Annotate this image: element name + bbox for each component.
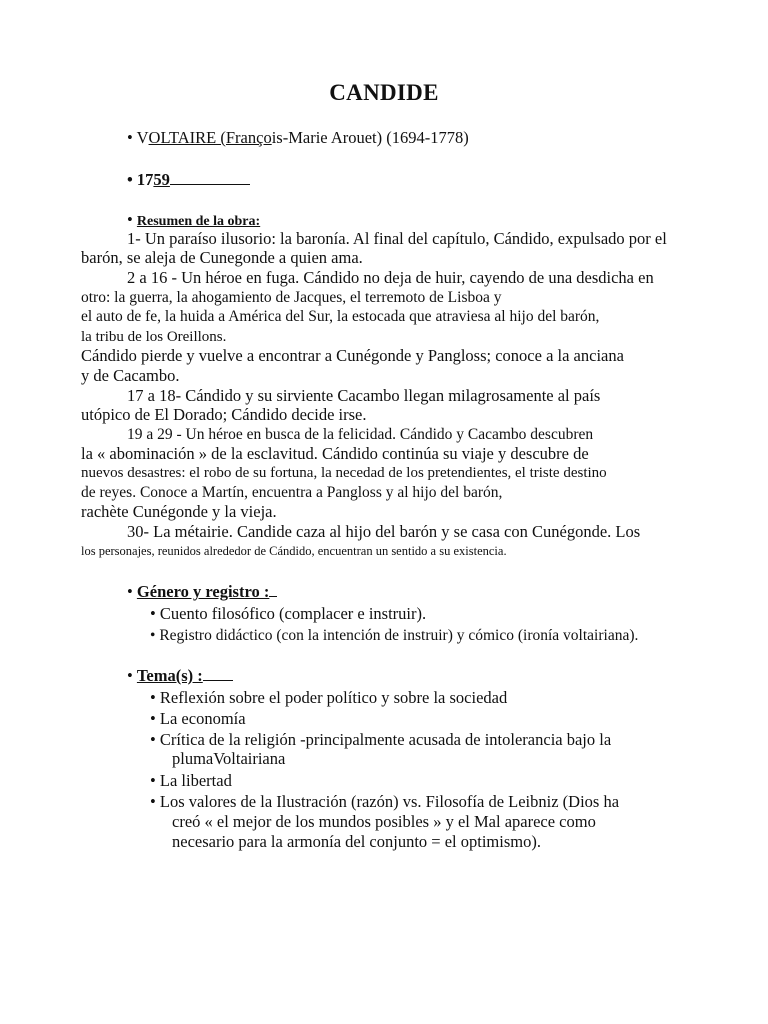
tema-heading: Tema(s) :: [136, 666, 203, 685]
tema-item-continuation: plumaVoltairiana: [172, 749, 286, 768]
bullet: •: [127, 210, 133, 229]
tema-item: • La economía: [150, 709, 246, 728]
resumen-line: 30- La métairie. Candide caza al hijo del barón y se casa con Cunégonde. Los: [127, 522, 641, 541]
tema-item-text: La libertad: [159, 771, 232, 790]
genero-item-text: Cuento filosófico (complacer e instruir).: [159, 604, 427, 623]
tema-item-text: Los valores de la Ilustración (razón) vs. Filosofía de Leibniz (Dios ha: [159, 792, 620, 811]
bullet: •: [127, 170, 133, 189]
resumen-line: 1- Un paraíso ilusorio: la baronía. Al final del capítulo, Cándido, expulsado por el: [127, 229, 667, 248]
date-value-b: 59: [153, 170, 170, 189]
tema-blank: [203, 666, 233, 681]
resumen-line: el auto de fe, la huida a América del Sur, la estocada que atraviesa al hijo del barón,: [81, 308, 600, 325]
resumen-line: utópico de El Dorado; Cándido decide irse.: [81, 405, 367, 424]
genero-item: • Registro didáctico (con la intención de instruir) y cómico (ironía voltairiana).: [150, 627, 639, 644]
tema-item-continuation: necesario para la armonía del conjunto = el optimismo).: [172, 832, 541, 851]
date-value-a: 17: [136, 170, 154, 189]
genero-item: • Cuento filosófico (complacer e instruir).: [150, 604, 427, 623]
document-title: CANDIDE: [329, 80, 439, 105]
resumen-line: barón, se aleja de Cunegonde a quien ama.: [81, 248, 363, 267]
resumen-line: y de Cacambo.: [81, 366, 180, 385]
author-name: OLTAIRE (Franço: [148, 128, 272, 147]
resumen-line: 2 a 16 - Un héroe en fuga. Cándido no deja de huir, cayendo de una desdicha en: [127, 268, 654, 287]
tema-item-text: Reflexión sobre el poder político y sobre la sociedad: [159, 688, 508, 707]
resumen-line: rachète Cunégonde y la vieja.: [81, 502, 277, 521]
genero-heading: Género y registro :: [136, 582, 270, 601]
author-line: [127, 128, 469, 148]
resumen-line: la « abominación » de la esclavitud. Cándido continúa su viaje y descubre de: [81, 444, 589, 463]
resumen-line: 17 a 18- Cándido y su sirviente Cacambo llegan milagrosamente al país: [127, 386, 601, 405]
author-initial: V: [136, 128, 149, 147]
resumen-line: los personajes, reunidos alrededor de Cándido, encuentran un sentido a su existencia.: [81, 544, 507, 558]
genero-heading-line: [127, 582, 277, 602]
tema-item-continuation: creó « el mejor de los mundos posibles » y el Mal aparece como: [172, 812, 596, 831]
genero-item-text: Registro didáctico (con la intención de instruir) y cómico (ironía voltairiana).: [159, 627, 639, 644]
genero-blank: [269, 582, 277, 597]
tema-item: • Reflexión sobre el poder político y sobre la sociedad: [150, 688, 508, 707]
tema-item-text: Crítica de la religión -principalmente acusada de intolerancia bajo la: [159, 730, 612, 749]
tema-item: • Los valores de la Ilustración (razón) vs. Filosofía de Leibniz (Dios ha: [150, 792, 620, 811]
resumen-line: de reyes. Conoce a Martín, encuentra a Pangloss y al hijo del barón,: [81, 484, 503, 501]
tema-item: • La libertad: [150, 771, 232, 790]
resumen-line: 19 a 29 - Un héroe en busca de la felicidad. Cándido y Cacambo descubren: [127, 426, 594, 443]
resumen-line: otro: la guerra, la ahogamiento de Jacques, el terremoto de Lisboa y: [81, 289, 502, 306]
bullet: •: [127, 128, 133, 147]
tema-item: • Crítica de la religión -principalmente acusada de intolerancia bajo la: [150, 730, 612, 749]
tema-item-text: La economía: [159, 709, 246, 728]
date-blank: [170, 170, 250, 185]
tema-heading-line: [127, 666, 233, 686]
author-details: is-Marie Arouet) (1694-1778): [271, 128, 469, 147]
date-line: [127, 170, 250, 190]
resumen-heading: Resumen de la obra:: [136, 214, 261, 229]
resumen-line: la tribu de los Oreillons.: [81, 329, 227, 345]
bullet: •: [127, 582, 133, 601]
resumen-line: Cándido pierde y vuelve a encontrar a Cunégonde y Pangloss; conoce a la anciana: [81, 346, 624, 365]
resumen-line: nuevos desastres: el robo de su fortuna, la necedad de los pretendientes, el triste destino: [81, 465, 607, 481]
bullet: •: [127, 666, 133, 685]
